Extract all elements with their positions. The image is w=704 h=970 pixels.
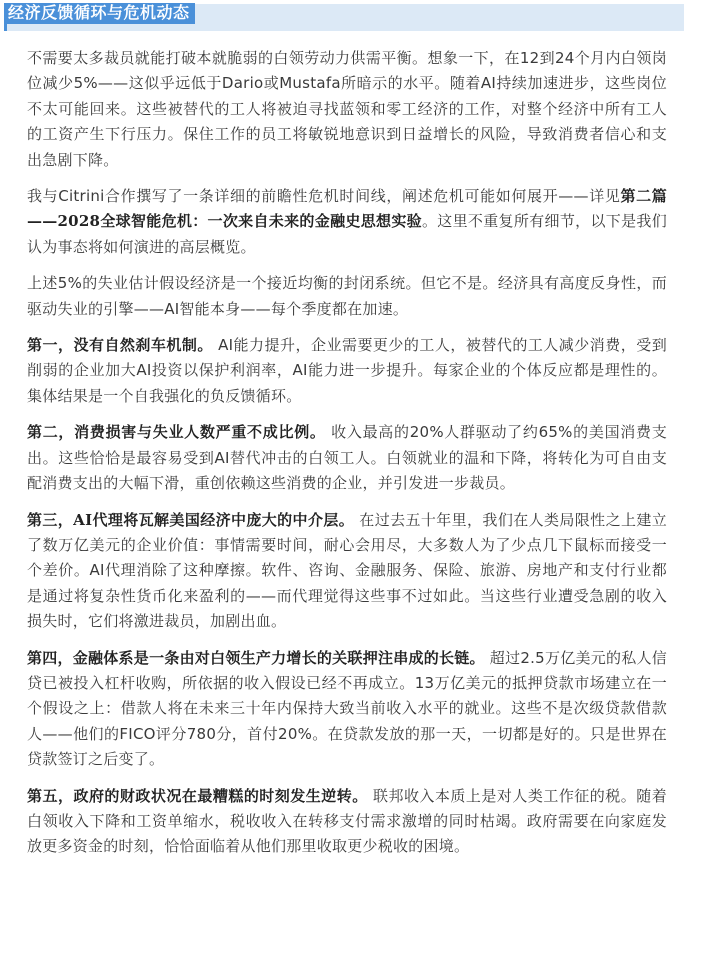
paragraph xyxy=(27,646,667,773)
paragraph-lead: 第三，AI代理将瓦解美国经济中庞大的中介层。 xyxy=(27,510,355,529)
paragraph-lead: 第二，消费损害与失业人数严重不成比例。 xyxy=(27,423,326,442)
paragraph-text: 超过2.5万亿美元的私人信贷已被投入杠杆收购，所依据的收入假设已经不再成立。13万亿美元的抵押贷款市场建立在一个假设之上：借款人将在未来三十年内保持大致当前收入水平的就业。这些不是次级贷款借款人——他们的FICO评分780分，首付20%。在贷款发放的那一天，一切都是好的。只是世界在贷款签订之后变了。 xyxy=(27,648,668,769)
paragraph-text: 收入最高的20%人群驱动了约65%的美国消费支出。这些恰恰是最容易受到AI替代冲击的白领工人。白领就业的温和下降，将转化为可自由支配消费支出的大幅下滑，重创依赖这些消费的企业，并引发进一步裁员。 xyxy=(27,423,667,493)
paragraph-text-after: 。这里不重复所有细节，以下是我们认为事态将如何演进的高层概览。 xyxy=(27,212,667,256)
paragraph xyxy=(27,46,667,173)
paragraph xyxy=(27,333,667,409)
paragraph-lead: 第四，金融体系是一条由对白领生产力增长的关联押注串成的长链。 xyxy=(27,648,485,667)
article-body xyxy=(27,46,667,871)
paragraph-text: 联邦收入本质上是对人类工作征的税。随着白领收入下降和工资单缩水，税收收入在转移支付需求激增的同时枯竭。政府需要在向家庭发放更多资金的时刻，恰恰面临着从他们那里收取更少税收的困境。 xyxy=(27,786,667,856)
paragraph xyxy=(27,420,667,496)
paragraph-text: 我与Citrini合作撰写了一条详细的前瞻性危机时间线，阐述危机可能如何展开——详见 xyxy=(27,187,621,206)
paragraph-text: 不需要太多裁员就能打破本就脆弱的白领劳动力供需平衡。想象一下，在12到24个月内白领岗位减少5%——这似乎远低于Dario或Mustafa所暗示的水平。随着AI持续加速进步，这些岗位不太可能回来。这些被替代的工人将被迫寻找蓝领和零工经济的工作，对整个经济中所有工人的工资产生下行压力。保住工作的员工将敏锐地意识到日益增长的风险，导致消费者信心和支出急剧下降。 xyxy=(27,49,667,169)
paragraph-text: 上述5%的失业估计假设经济是一个接近均衡的封闭系统。但它不是。经济具有高度反身性，而驱动失业的引擎——AI智能本身——每个季度都在加速。 xyxy=(27,274,667,318)
paragraph-bold-reference: 第二篇——2028全球智能危机：一次来自未来的金融史思想实验 xyxy=(27,187,667,231)
paragraph xyxy=(27,271,667,322)
paragraph-lead: 第五，政府的财政状况在最糟糕的时刻发生逆转。 xyxy=(27,786,368,805)
paragraph xyxy=(27,508,667,635)
paragraph-text: 在过去五十年里，我们在人类局限性之上建立了数万亿美元的企业价值：事情需要时间，耐心会用尽，大多数人为了少点几下鼠标而接受一个差价。AI代理消除了这种摩擦。软件、咨询、金融服务、保险、旅游、房地产和支付行业都是通过将复杂性货币化来盈利的——而代理觉得这些事不过如此。当这些行业遭受急剧的收入损失时，它们将激进裁员，加剧出血。 xyxy=(27,510,667,631)
paragraph xyxy=(27,784,667,860)
paragraph-lead: 第一，没有自然刹车机制。 xyxy=(27,336,213,355)
section-title: 经济反馈循环与危机动态 xyxy=(4,3,195,24)
paragraph xyxy=(27,184,667,260)
paragraph-text: AI能力提升，企业需要更少的工人，被替代的工人减少消费，受到削弱的企业加大AI投资以保护利润率，AI能力进一步提升。每家企业的个体反应都是理性的。集体结果是一个自我强化的负反馈循环。 xyxy=(27,336,667,405)
